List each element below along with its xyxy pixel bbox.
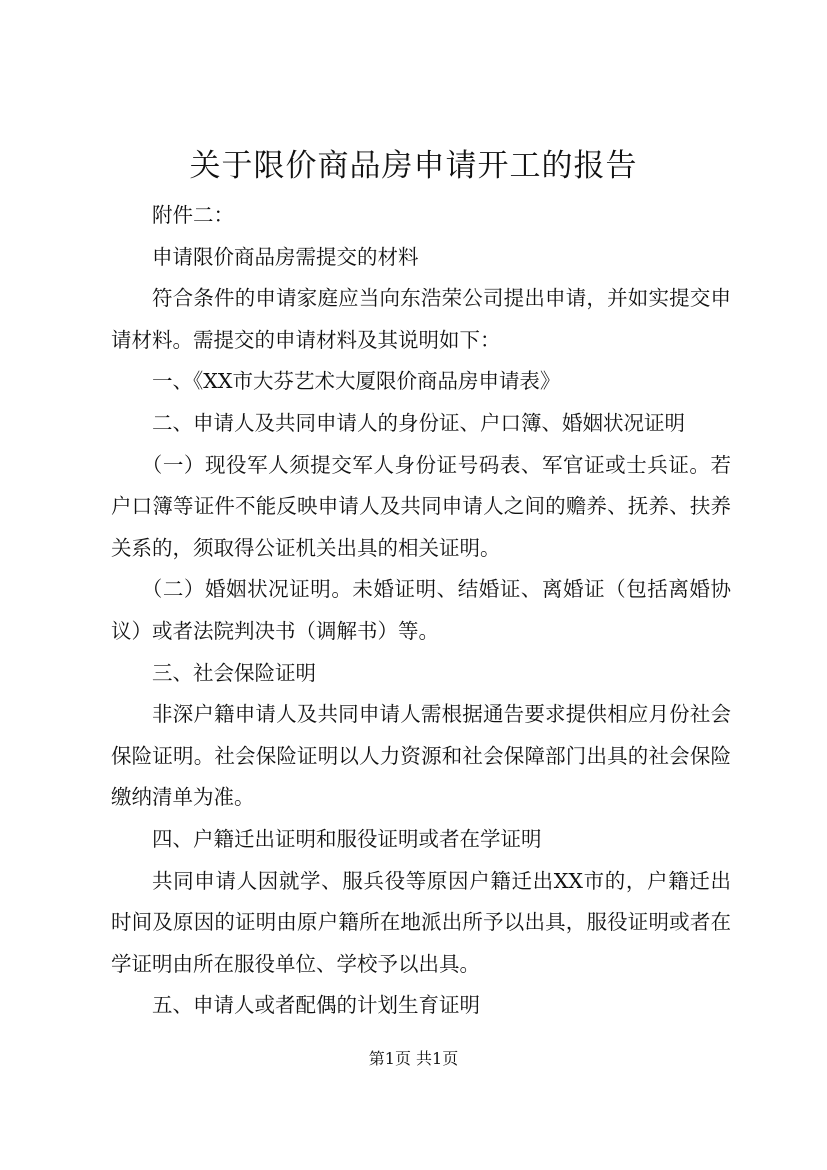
page-number-footer: 第1页 共1页 — [368, 1049, 459, 1068]
paragraph-item-3: 三、社会保险证明 — [152, 660, 316, 685]
paragraph-item-5: 五、申请人或者配偶的计划生育证明 — [152, 993, 480, 1018]
document-body — [111, 195, 731, 1027]
paragraph-item-2-sub-2: （二）婚姻状况证明。未婚证明、结婚证、离婚证（包括离婚协议）或者法院判决书（调解书）等。 — [111, 577, 731, 643]
paragraph-item-2: 二、申请人及共同申请人的身份证、户口簿、婚姻状况证明 — [152, 410, 685, 435]
paragraph-item-3-detail: 非深户籍申请人及共同申请人需根据通告要求提供相应月份社会保险证明。社会保险证明以人力资源和社会保障部门出具的社会保险缴纳清单为准。 — [111, 702, 731, 810]
document-title: 关于限价商品房申请开工的报告 — [189, 148, 638, 184]
paragraph-item-1: 一、《XX市大芬艺术大厦限价商品房申请表》 — [152, 369, 561, 394]
paragraph-intro: 符合条件的申请家庭应当向东浩荣公司提出申请，并如实提交申请材料。需提交的申请材料及其说明如下： — [111, 286, 731, 352]
paragraph-item-4-detail: 共同申请人因就学、服兵役等原因户籍迁出XX市的，户籍迁出时间及原因的证明由原户籍所在地派出所予以出具，服役证明或者在学证明由所在服役单位、学校予以出具。 — [111, 868, 731, 976]
paragraph-attachment-label: 附件二： — [152, 203, 234, 227]
paragraph-item-4: 四、户籍迁出证明和服役证明或者在学证明 — [152, 826, 542, 851]
paragraph-materials-heading: 申请限价商品房需提交的材料 — [152, 244, 419, 269]
paragraph-item-2-sub-1: （一）现役军人须提交军人身份证号码表、军官证或士兵证。若户口簿等证件不能反映申请人及共同申请人之间的赡养、抚养、扶养关系的，须取得公证机关出具的相关证明。 — [111, 452, 731, 560]
